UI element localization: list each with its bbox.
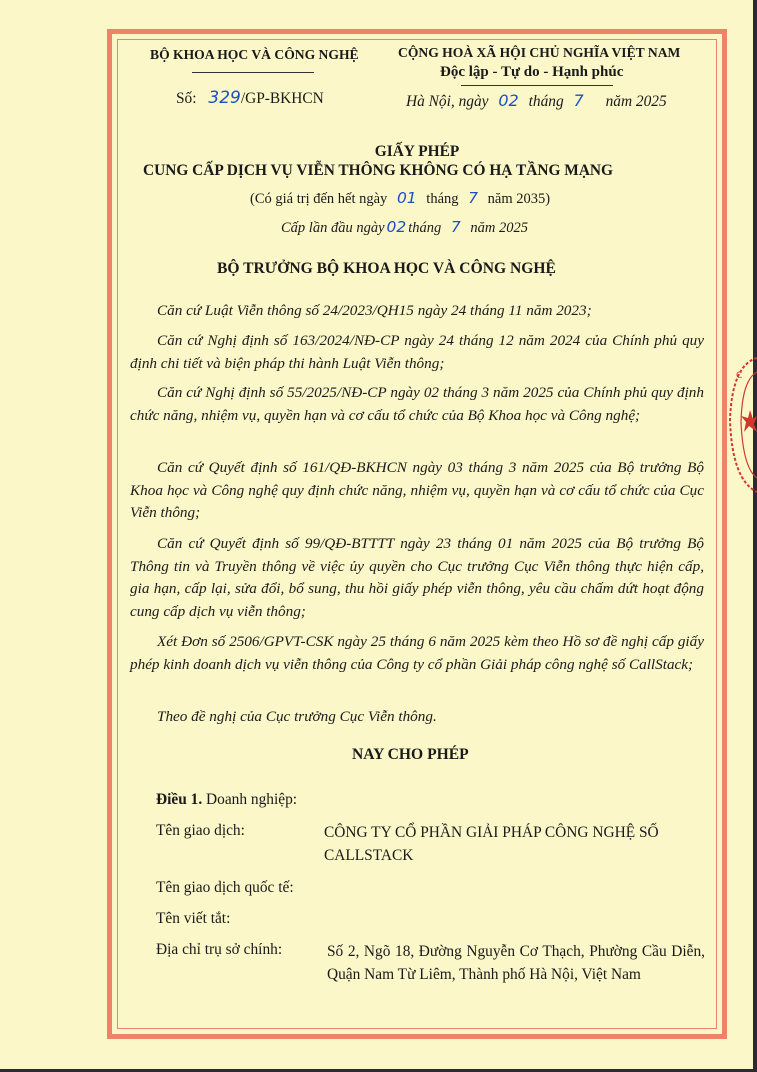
validity-line: (Có giá trị đến hết ngày 01 tháng 7 năm 2035) <box>250 189 551 207</box>
legal-basis-paragraph: Theo đề nghị của Cục trưởng Cục Viễn thông. <box>157 708 437 725</box>
document-subtitle: CUNG CẤP DỊCH VỤ VIỄN THÔNG KHÔNG CÓ HẠ TẦNG MẠNG <box>143 162 614 179</box>
trade-name-value: CÔNG TY CỔ PHẦN GIẢI PHÁP CÔNG NGHỆ SỐ CALLSTACK <box>324 824 659 864</box>
legal-basis-paragraph: Căn cứ Nghị định số 55/2025/NĐ-CP ngày 02 tháng 3 năm 2025 của Chính phủ quy định chức năng, nhiệm vụ, quyền hạn và cơ cấu tổ chức của Bộ Khoa học và Công nghệ; <box>130 384 704 424</box>
document-title: GIẤY PHÉP <box>374 143 460 160</box>
issuing-authority: BỘ TRƯỞNG BỘ KHOA HỌC VÀ CÔNG NGHỆ <box>217 260 556 277</box>
handwritten-number: 329 <box>208 88 241 108</box>
legal-basis-paragraph: Xét Đơn số 2506/GPVT-CSK ngày 25 tháng 6 năm 2025 kèm theo Hồ sơ đề nghị cấp giấy phép kinh doanh dịch vụ viễn thông của Công ty cổ phần Giải pháp công nghệ số CallStack; <box>130 633 704 673</box>
national-motto: Độc lập - Tự do - Hạnh phúc <box>440 64 624 80</box>
document-number: Số: 329/GP-BKHCN <box>176 88 324 108</box>
seal-star-icon <box>741 410 757 432</box>
ministry-underline <box>192 72 314 73</box>
ministry-name: BỘ KHOA HỌC VÀ CÔNG NGHỆ <box>150 47 359 62</box>
legal-basis-paragraph: Căn cứ Quyết định số 99/QĐ-BTTTT ngày 23 tháng 01 năm 2025 của Bộ trưởng Bộ Thông tin và Truyền thông về việc ủy quyền cho Cục trưởng Cục Viễn thông thực hiện cấp, gia hạn, cấp lại, sửa đổi, bổ sung, thu hồi giấy phép viễn thông, yêu cầu chấm dứt hoạt động cung cấp dịch vụ viễn thông; <box>130 535 704 620</box>
handwritten-day: 02 <box>498 91 519 110</box>
legal-basis-paragraph: Căn cứ Luật Viễn thông số 24/2023/QH15 ngày 24 tháng 11 năm 2023; <box>157 302 592 319</box>
address-value: Số 2, Ngõ 18, Đường Nguyễn Cơ Thạch, Phường Cầu Diễn, Quận Nam Từ Liêm, Thành phố Hà Nội, Việt Nam <box>327 943 705 983</box>
international-name-label: Tên giao dịch quốc tế: <box>156 879 294 896</box>
place-date: Hà Nội, ngày 02 tháng 7 năm 2025 <box>406 91 667 110</box>
decision-heading: NAY CHO PHÉP <box>352 746 469 763</box>
handwritten-month: 7 <box>573 91 584 110</box>
seal-stamp-fragment <box>722 350 757 500</box>
motto-underline <box>461 85 613 86</box>
handwritten-issue-day: 02 <box>386 218 407 236</box>
trade-name-label: Tên giao dịch: <box>156 822 245 839</box>
abbreviation-label: Tên viết tắt: <box>156 910 231 927</box>
first-issue-line: Cấp lần đầu ngày 02 tháng 7 năm 2025 <box>281 218 529 236</box>
country-name: CỘNG HOÀ XÃ HỘI CHỦ NGHĨA VIỆT NAM <box>398 45 681 60</box>
address-label: Địa chỉ trụ sở chính: <box>156 941 283 958</box>
handwritten-validity-month: 7 <box>468 189 479 207</box>
handwritten-issue-month: 7 <box>450 218 461 236</box>
legal-basis-paragraph: Căn cứ Quyết định số 161/QĐ-BKHCN ngày 03 tháng 3 năm 2025 của Bộ trưởng Bộ Khoa học và Công nghệ quy định chức năng, nhiệm vụ, quyền hạn và cơ cấu tổ chức của Cục Viễn thông; <box>130 459 704 522</box>
seal-letter-fragment: C <box>736 371 743 381</box>
handwritten-validity-day: 01 <box>396 189 417 207</box>
legal-basis-paragraph: Căn cứ Nghị định số 163/2024/NĐ-CP ngày 24 tháng 12 năm 2024 của Chính phủ quy định chi tiết và biện pháp thi hành Luật Viễn thông; <box>130 332 704 372</box>
article-1-heading: Điều 1. Doanh nghiệp: <box>156 791 298 808</box>
